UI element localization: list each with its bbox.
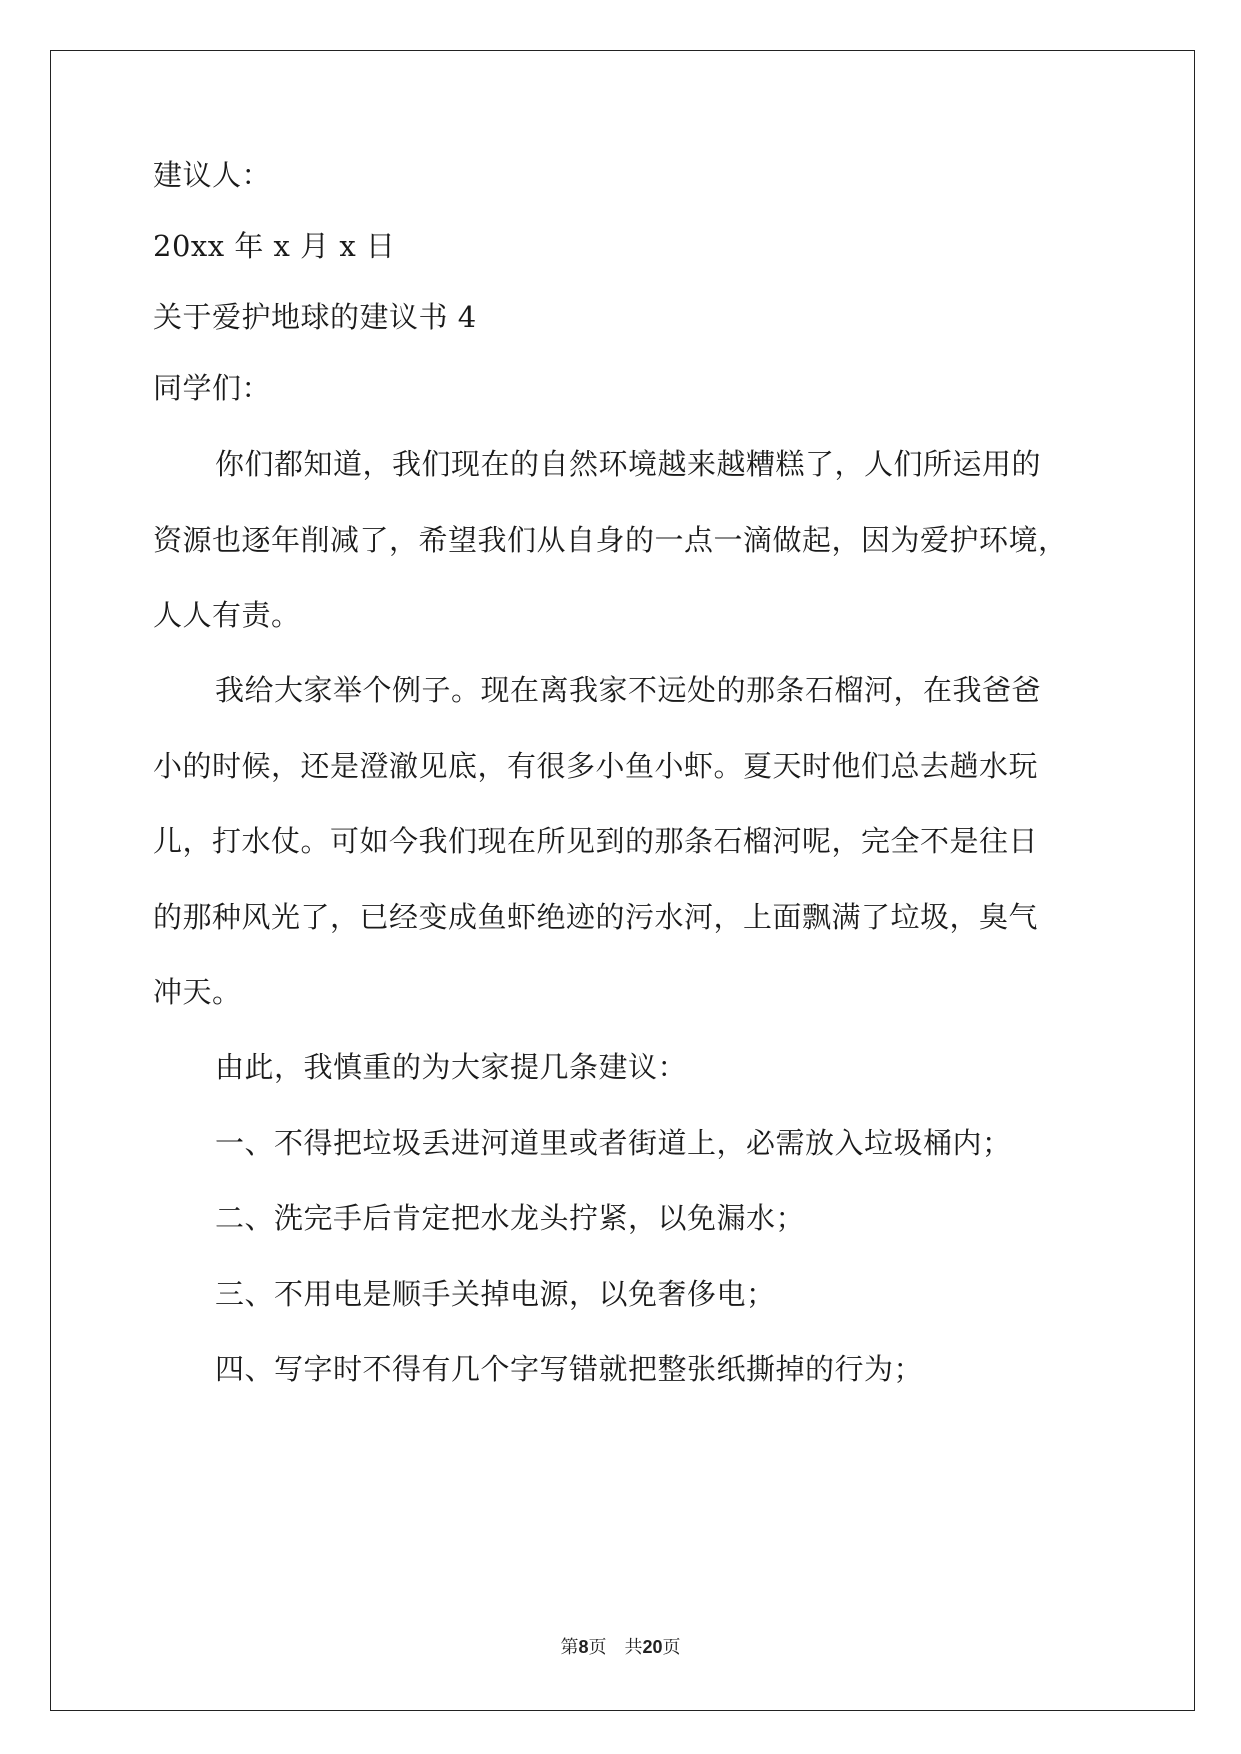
paragraph-1-line-3: 人人有责。 xyxy=(153,598,301,632)
paragraph-3-line-1: 由此，我慎重的为大家提几条建议： xyxy=(215,1050,688,1084)
paragraph-2-line-1: 我给大家举个例子。现在离我家不远处的那条石榴河，在我爸爸 xyxy=(215,673,1042,707)
page-prefix: 第 xyxy=(560,1637,579,1658)
salutation: 同学们： xyxy=(153,371,272,405)
total-pages: 20 xyxy=(642,1637,663,1657)
paragraph-2-line-4: 的那种风光了，已经变成鱼虾绝迹的污水河，上面飘满了垃圾，臭气 xyxy=(153,900,1039,934)
page-suffix: 页 xyxy=(588,1637,607,1658)
suggestion-1: 一、不得把垃圾丢进河道里或者街道上，必需放入垃圾桶内； xyxy=(215,1126,1012,1160)
page-footer xyxy=(0,1635,1241,1660)
paragraph-2-line-2: 小的时候，还是澄澈见底，有很多小鱼小虾。夏天时他们总去趟水玩 xyxy=(153,749,1039,783)
total-prefix: 共 xyxy=(624,1637,643,1658)
paragraph-1-line-1: 你们都知道，我们现在的自然环境越来越糟糕了，人们所运用的 xyxy=(215,447,1042,481)
suggestion-4: 四、写字时不得有几个字写错就把整张纸撕掉的行为； xyxy=(215,1352,924,1386)
paragraph-1-line-2: 资源也逐年削减了，希望我们从自身的一点一滴做起，因为爱护环境， xyxy=(153,523,1068,557)
suggestion-2: 二、洗完手后肯定把水龙头拧紧，以免漏水； xyxy=(215,1201,806,1235)
paragraph-2-line-5: 冲天。 xyxy=(153,975,242,1009)
suggestion-3: 三、不用电是顺手关掉电源，以免奢侈电； xyxy=(215,1277,776,1311)
section-title: 关于爱护地球的建议书 4 xyxy=(153,300,477,334)
proposer-line: 建议人： xyxy=(153,158,272,192)
date-line: 20xx 年 x 月 x 日 xyxy=(153,229,396,263)
page-number: 8 xyxy=(578,1637,589,1657)
paragraph-2-line-3: 儿，打水仗。可如今我们现在所见到的那条石榴河呢，完全不是往日 xyxy=(153,824,1039,858)
total-suffix: 页 xyxy=(662,1637,681,1658)
